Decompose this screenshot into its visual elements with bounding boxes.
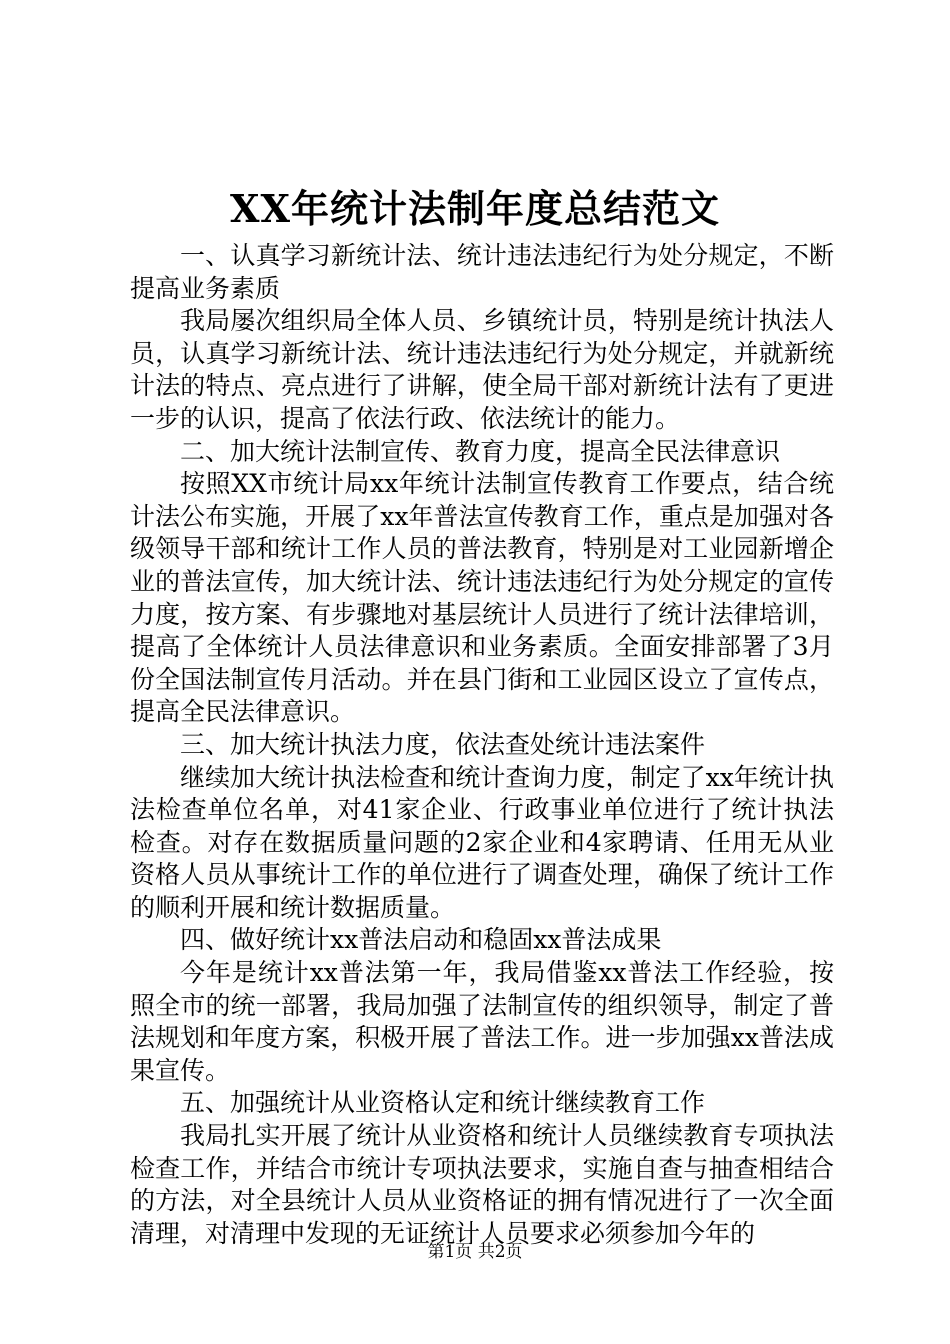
document-title: XX年统计法制年度总结范文 [230, 186, 720, 231]
document-body [130, 240, 834, 1250]
paragraph-1: 我局屡次组织局全体人员、乡镇统计员，特别是统计执法人员，认真学习新统计法、统计违法违纪行为处分规定，并就新统计法的特点、亮点进行了讲解，使全局干部对新统计法有了更进一步的认识，提高了依法行政、依法统计的能力。 [130, 306, 834, 433]
section-heading-1: 一、认真学习新统计法、统计违法违纪行为处分规定，不断提高业务素质 [130, 241, 834, 303]
page-footer: 第1页 共2页 [427, 1242, 523, 1262]
section-heading-2: 二、加大统计法制宣传、教育力度，提高全民法律意识 [180, 436, 781, 466]
paragraph-3: 继续加大统计执法检查和统计查询力度，制定了xx年统计执法检查单位名单，对41家企业、行政事业单位进行了统计执法检查。对存在数据质量问题的2家企业和4家聘请、任用无从业资格人员从事统计工作的单位进行了调查处理，确保了统计工作的顺利开展和统计数据质量。 [130, 762, 834, 922]
paragraph-4: 今年是统计xx普法第一年，我局借鉴xx普法工作经验，按照全市的统一部署，我局加强了法制宣传的组织领导，制定了普法规划和年度方案，积极开展了普法工作。进一步加强xx普法成果宣传。 [130, 958, 834, 1085]
section-heading-5: 五、加强统计从业资格认定和统计继续教育工作 [180, 1088, 706, 1118]
section-heading-4: 四、做好统计xx普法启动和稳固xx普法成果 [180, 925, 662, 955]
paragraph-2: 按照XX市统计局xx年统计法制宣传教育工作要点，结合统计法公布实施，开展了xx年普法宣传教育工作，重点是加强对各级领导干部和统计工作人员的普法教育，特别是对工业园新增企业的普法宣传，加大统计法、统计违法违纪行为处分规定的宣传力度，按方案、有步骤地对基层统计人员进行了统计法律培训，提高了全体统计人员法律意识和业务素质。全面安排部署了3月份全国法制宣传月活动。并在县门街和工业园区设立了宣传点，提高全民法律意识。 [130, 469, 834, 727]
section-heading-3: 三、加大统计执法力度，依法查处统计违法案件 [180, 729, 706, 759]
paragraph-5: 我局扎实开展了统计从业资格和统计人员继续教育专项执法检查工作，并结合市统计专项执法要求，实施自查与抽查相结合的方法，对全县统计人员从业资格证的拥有情况进行了一次全面清理，对清理中发现的无证统计人员要求必须参加今年的 [130, 1121, 834, 1248]
